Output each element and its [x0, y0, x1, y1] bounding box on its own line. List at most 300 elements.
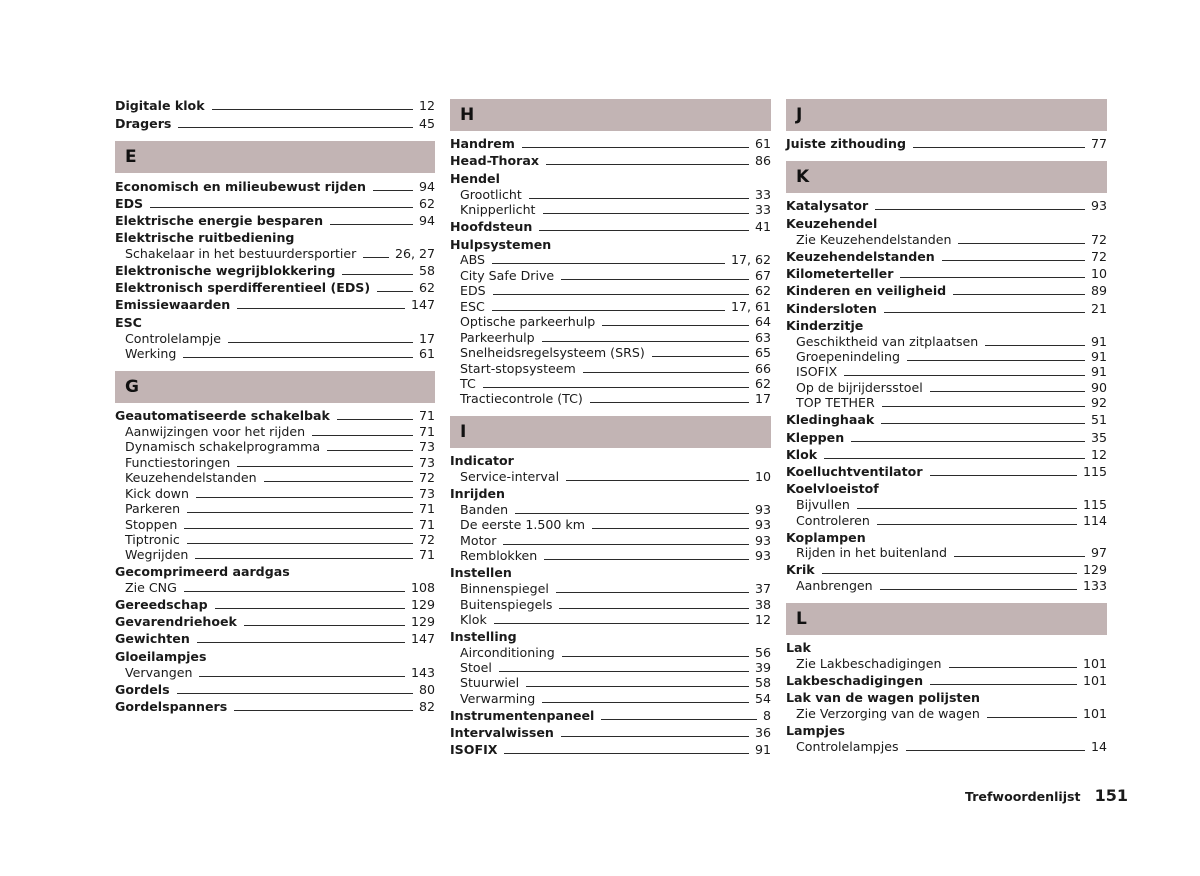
- entry-term: Zie CNG: [125, 580, 177, 595]
- entry-page-ref: 91: [1090, 334, 1107, 349]
- entry-term: Gecomprimeerd aardgas: [115, 564, 290, 579]
- entry-page-ref: 92: [1090, 395, 1107, 410]
- entry-page-ref: 72: [418, 532, 435, 547]
- entry-term: Hulpsystemen: [450, 237, 552, 252]
- index-subentry: [125, 469, 435, 485]
- entry-term: Krik: [786, 562, 815, 577]
- leader-line: [844, 375, 1085, 376]
- leader-line: [881, 423, 1085, 424]
- index-subentry: [125, 500, 435, 516]
- index-entry: [115, 97, 435, 113]
- index-subentry: [125, 330, 435, 346]
- index-subentry: [125, 245, 435, 261]
- entry-term: Emissiewaarden: [115, 297, 231, 312]
- index-subentry: [796, 655, 1107, 671]
- entry-page-ref: 56: [754, 645, 771, 660]
- index-subentry: [796, 738, 1107, 754]
- index-subentry: [125, 485, 435, 501]
- index-subentry: [460, 580, 771, 596]
- leader-line: [195, 558, 413, 559]
- index-subentry: [460, 329, 771, 345]
- index-subentry: [796, 379, 1107, 395]
- entry-term: ABS: [460, 252, 486, 267]
- entry-term: Stoppen: [125, 517, 178, 532]
- entry-page-ref: 58: [754, 675, 771, 690]
- entry-term: Buitenspiegels: [460, 597, 553, 612]
- entry-term: Zie Verzorging van de wagen: [796, 706, 980, 721]
- entry-term: Indicator: [450, 453, 514, 468]
- leader-line: [987, 717, 1077, 718]
- index-subentry: [460, 468, 771, 484]
- entry-term: Kilometerteller: [786, 266, 894, 281]
- entry-page-ref: 12: [418, 98, 435, 113]
- entry-page-ref: 72: [418, 470, 435, 485]
- index-entry: [450, 564, 771, 580]
- entry-page-ref: 93: [754, 517, 771, 532]
- entry-term: Head-Thorax: [450, 153, 540, 168]
- index-entry: [786, 317, 1107, 333]
- footer-section-label: Trefwoordenlijst: [965, 789, 1081, 804]
- index-entry: [115, 115, 435, 131]
- entry-term: Gewichten: [115, 631, 190, 646]
- index-entry: [786, 429, 1107, 445]
- section-letter: I: [460, 422, 467, 442]
- index-entry: [450, 485, 771, 501]
- leader-line: [880, 589, 1077, 590]
- leader-line: [546, 164, 749, 165]
- section-header-l: [786, 603, 1107, 635]
- leader-line: [652, 356, 749, 357]
- entry-term: Koelluchtventilator: [786, 464, 923, 479]
- index-subentry: [125, 531, 435, 547]
- entry-page-ref: 8: [762, 708, 771, 723]
- entry-term: Elektronische wegrijblokkering: [115, 263, 336, 278]
- leader-line: [602, 325, 749, 326]
- leader-line: [566, 480, 749, 481]
- index-subentry: [796, 496, 1107, 512]
- leader-line: [985, 345, 1085, 346]
- entry-term: Inrijden: [450, 486, 506, 501]
- entry-term: Lak: [786, 640, 811, 655]
- entry-term: Kleppen: [786, 430, 845, 445]
- entry-term: Klok: [460, 612, 487, 627]
- leader-line: [178, 127, 413, 128]
- entry-term: Werking: [125, 346, 177, 361]
- entry-term: Koplampen: [786, 530, 866, 545]
- leader-line: [544, 559, 749, 560]
- index-subentry: [796, 231, 1107, 247]
- entry-page-ref: 90: [1090, 380, 1107, 395]
- entry-page-ref: 65: [754, 345, 771, 360]
- entry-page-ref: 73: [418, 439, 435, 454]
- entry-term: Keuzehendel: [786, 216, 878, 231]
- entry-page-ref: 62: [754, 283, 771, 298]
- entry-term: Controlelampje: [125, 331, 221, 346]
- entry-term: Motor: [460, 533, 497, 548]
- index-entry: [450, 218, 771, 234]
- entry-page-ref: 62: [754, 376, 771, 391]
- leader-line: [522, 147, 749, 148]
- index-entry: [115, 262, 435, 278]
- index-subentry: [796, 512, 1107, 528]
- entry-page-ref: 64: [754, 314, 771, 329]
- entry-page-ref: 82: [418, 699, 435, 714]
- entry-term: Intervalwissen: [450, 725, 554, 740]
- entry-page-ref: 17: [418, 331, 435, 346]
- entry-page-ref: 61: [418, 346, 435, 361]
- entry-page-ref: 10: [754, 469, 771, 484]
- entry-term: Groepenindeling: [796, 349, 901, 364]
- section-header-e: [115, 141, 435, 173]
- entry-term: ISOFIX: [796, 364, 838, 379]
- entry-term: Kindersloten: [786, 301, 877, 316]
- index-entry: [115, 178, 435, 194]
- entry-term: Kinderen en veiligheid: [786, 283, 947, 298]
- index-subentry: [796, 577, 1107, 593]
- entry-page-ref: 41: [754, 219, 771, 234]
- entry-page-ref: 115: [1082, 464, 1107, 479]
- index-entry: [786, 411, 1107, 427]
- entry-term: Parkeren: [125, 501, 181, 516]
- entry-term: Stuurwiel: [460, 675, 520, 690]
- index-subentry: [460, 313, 771, 329]
- entry-term: Gordelspanners: [115, 699, 228, 714]
- index-entry: [786, 689, 1107, 705]
- index-subentry: [460, 201, 771, 217]
- index-subentry: [460, 690, 771, 706]
- index-subentry: [460, 674, 771, 690]
- index-subentry: [460, 267, 771, 283]
- index-subentry: [796, 333, 1107, 349]
- index-entry: [450, 135, 771, 151]
- entry-term: Lampjes: [786, 723, 846, 738]
- entry-term: Op de bijrijdersstoel: [796, 380, 923, 395]
- entry-page-ref: 93: [754, 533, 771, 548]
- entry-page-ref: 33: [754, 187, 771, 202]
- entry-term: Verwarming: [460, 691, 536, 706]
- leader-line: [184, 528, 413, 529]
- entry-page-ref: 39: [754, 660, 771, 675]
- section-letter: H: [460, 105, 475, 125]
- leader-line: [542, 702, 749, 703]
- index-subentry: [460, 282, 771, 298]
- index-subentry: [125, 438, 435, 454]
- leader-line: [882, 406, 1085, 407]
- leader-line: [150, 207, 413, 208]
- index-entry: [450, 628, 771, 644]
- entry-term: Schakelaar in het bestuurdersportier: [125, 246, 357, 261]
- leader-line: [234, 710, 413, 711]
- entry-term: Bijvullen: [796, 497, 850, 512]
- index-entry: [115, 212, 435, 228]
- index-subentry: [125, 516, 435, 532]
- leader-line: [824, 458, 1085, 459]
- entry-term: Controleren: [796, 513, 870, 528]
- index-entry: [115, 279, 435, 295]
- section-header-h: [450, 99, 771, 131]
- entry-term: Hoofdsteun: [450, 219, 533, 234]
- index-subentry: [460, 390, 771, 406]
- entry-term: TC: [460, 376, 476, 391]
- entry-term: Katalysator: [786, 198, 869, 213]
- leader-line: [327, 450, 413, 451]
- entry-term: Kick down: [125, 486, 189, 501]
- entry-term: Koelvloeistof: [786, 481, 879, 496]
- index-subentry: [796, 348, 1107, 364]
- entry-term: Functiestoringen: [125, 455, 231, 470]
- index-entry: [115, 596, 435, 612]
- leader-line: [342, 274, 413, 275]
- entry-term: Remblokken: [460, 548, 538, 563]
- index-entry: [115, 195, 435, 211]
- entry-term: Instelling: [450, 629, 517, 644]
- entry-page-ref: 63: [754, 330, 771, 345]
- index-subentry: [460, 547, 771, 563]
- index-subentry: [125, 579, 435, 595]
- index-entry: [786, 248, 1107, 264]
- section-header-k: [786, 161, 1107, 193]
- section-header-i: [450, 416, 771, 448]
- entry-page-ref: 94: [418, 213, 435, 228]
- entry-page-ref: 114: [1082, 513, 1107, 528]
- entry-page-ref: 129: [410, 597, 435, 612]
- entry-page-ref: 33: [754, 202, 771, 217]
- entry-term: Lakbeschadigingen: [786, 673, 924, 688]
- index-entry: [115, 681, 435, 697]
- leader-line: [197, 642, 405, 643]
- leader-line: [913, 147, 1085, 148]
- entry-term: Wegrijden: [125, 547, 189, 562]
- entry-page-ref: 35: [1090, 430, 1107, 445]
- index-subentry: [460, 360, 771, 376]
- index-subentry: [796, 394, 1107, 410]
- entry-page-ref: 10: [1090, 266, 1107, 281]
- index-subentry: [460, 375, 771, 391]
- entry-page-ref: 94: [418, 179, 435, 194]
- entry-page-ref: 62: [418, 280, 435, 295]
- index-subentry: [796, 544, 1107, 560]
- leader-line: [237, 308, 405, 309]
- entry-page-ref: 17: [754, 391, 771, 406]
- index-entry: [786, 282, 1107, 298]
- section-letter: J: [796, 105, 803, 125]
- entry-term: Controlelampjes: [796, 739, 899, 754]
- index-entry: [450, 170, 771, 186]
- leader-line: [556, 592, 749, 593]
- index-entry: [115, 407, 435, 423]
- leader-line: [877, 524, 1077, 525]
- entry-page-ref: 14: [1090, 739, 1107, 754]
- index-entry: [115, 296, 435, 312]
- entry-term: Parkeerhulp: [460, 330, 535, 345]
- leader-line: [930, 475, 1077, 476]
- leader-line: [884, 312, 1085, 313]
- leader-line: [504, 753, 749, 754]
- index-subentry: [796, 363, 1107, 379]
- entry-page-ref: 93: [754, 548, 771, 563]
- leader-line: [377, 291, 413, 292]
- entry-term: Gevarendriehoek: [115, 614, 237, 629]
- leader-line: [559, 608, 749, 609]
- index-entry: [786, 215, 1107, 231]
- entry-term: Service-interval: [460, 469, 560, 484]
- leader-line: [590, 402, 749, 403]
- index-entry: [450, 707, 771, 723]
- index-entry: [786, 463, 1107, 479]
- entry-term: Snelheidsregelsysteem (SRS): [460, 345, 645, 360]
- leader-line: [539, 230, 749, 231]
- entry-term: Airconditioning: [460, 645, 555, 660]
- entry-page-ref: 66: [754, 361, 771, 376]
- entry-page-ref: 58: [418, 263, 435, 278]
- leader-line: [187, 512, 413, 513]
- entry-term: Grootlicht: [460, 187, 522, 202]
- index-subentry: [125, 664, 435, 680]
- leader-line: [583, 372, 749, 373]
- leader-line: [330, 224, 413, 225]
- index-entry: [786, 446, 1107, 462]
- leader-line: [499, 671, 749, 672]
- entry-page-ref: 101: [1082, 673, 1107, 688]
- leader-line: [601, 719, 757, 720]
- entry-page-ref: 37: [754, 581, 771, 596]
- leader-line: [494, 623, 749, 624]
- entry-page-ref: 97: [1090, 545, 1107, 560]
- index-entry: [786, 529, 1107, 545]
- entry-page-ref: 108: [410, 580, 435, 595]
- leader-line: [543, 213, 749, 214]
- index-entry: [115, 563, 435, 579]
- section-header-j: [786, 99, 1107, 131]
- entry-term: Economisch en milieubewust rijden: [115, 179, 366, 194]
- leader-line: [177, 693, 413, 694]
- entry-page-ref: 71: [418, 547, 435, 562]
- index-subentry: [796, 705, 1107, 721]
- leader-line: [958, 243, 1084, 244]
- leader-line: [492, 263, 725, 264]
- entry-page-ref: 61: [754, 136, 771, 151]
- entry-term: Gordels: [115, 682, 170, 697]
- entry-term: EDS: [460, 283, 486, 298]
- index-subentry: [460, 186, 771, 202]
- index-entry: [450, 724, 771, 740]
- section-letter: E: [125, 147, 137, 167]
- entry-page-ref: 17, 61: [730, 299, 771, 314]
- entry-page-ref: 62: [418, 196, 435, 211]
- leader-line: [822, 573, 1077, 574]
- entry-page-ref: 77: [1090, 136, 1107, 151]
- entry-term: Vervangen: [125, 665, 193, 680]
- entry-term: Tiptronic: [125, 532, 180, 547]
- index-entry: [450, 741, 771, 757]
- entry-term: Gereedschap: [115, 597, 208, 612]
- leader-line: [199, 676, 405, 677]
- entry-term: Instellen: [450, 565, 512, 580]
- index-entry: [115, 229, 435, 245]
- entry-term: Knipperlicht: [460, 202, 536, 217]
- entry-page-ref: 12: [754, 612, 771, 627]
- index-subentry: [460, 516, 771, 532]
- index-subentry: [125, 454, 435, 470]
- leader-line: [515, 513, 749, 514]
- leader-line: [906, 750, 1085, 751]
- entry-term: Dynamisch schakelprogramma: [125, 439, 321, 454]
- entry-term: Digitale klok: [115, 98, 205, 113]
- entry-term: ESC: [460, 299, 485, 314]
- entry-page-ref: 101: [1082, 656, 1107, 671]
- entry-page-ref: 91: [1090, 364, 1107, 379]
- entry-page-ref: 67: [754, 268, 771, 283]
- entry-term: Optische parkeerhulp: [460, 314, 596, 329]
- entry-term: Start-stopsysteem: [460, 361, 576, 376]
- section-header-g: [115, 371, 435, 403]
- leader-line: [942, 260, 1085, 261]
- index-entry: [115, 630, 435, 646]
- entry-page-ref: 71: [418, 517, 435, 532]
- index-entry: [115, 698, 435, 714]
- entry-term: Keuzehendelstanden: [786, 249, 935, 264]
- leader-line: [187, 543, 413, 544]
- index-subentry: [125, 423, 435, 439]
- leader-line: [851, 441, 1085, 442]
- entry-term: Juiste zithouding: [786, 136, 906, 151]
- entry-term: TOP TETHER: [796, 395, 875, 410]
- section-letter: K: [796, 167, 810, 187]
- leader-line: [337, 419, 413, 420]
- entry-term: Handrem: [450, 136, 515, 151]
- entry-page-ref: 72: [1090, 232, 1107, 247]
- entry-term: Elektrische ruitbediening: [115, 230, 295, 245]
- entry-page-ref: 71: [418, 424, 435, 439]
- leader-line: [542, 341, 749, 342]
- entry-term: City Safe Drive: [460, 268, 555, 283]
- entry-page-ref: 143: [410, 665, 435, 680]
- index-subentry: [460, 611, 771, 627]
- index-subentry: [460, 251, 771, 267]
- entry-page-ref: 80: [418, 682, 435, 697]
- entry-page-ref: 129: [1082, 562, 1107, 577]
- entry-page-ref: 71: [418, 501, 435, 516]
- leader-line: [215, 608, 405, 609]
- entry-term: Zie Keuzehendelstanden: [796, 232, 952, 247]
- entry-term: Keuzehendelstanden: [125, 470, 257, 485]
- index-entry: [450, 452, 771, 468]
- leader-line: [184, 591, 405, 592]
- leader-line: [907, 360, 1085, 361]
- leader-line: [562, 656, 749, 657]
- index-entry: [786, 197, 1107, 213]
- index-entry: [786, 561, 1107, 577]
- leader-line: [237, 466, 413, 467]
- leader-line: [183, 357, 413, 358]
- entry-page-ref: 54: [754, 691, 771, 706]
- entry-term: De eerste 1.500 km: [460, 517, 585, 532]
- entry-page-ref: 51: [1090, 412, 1107, 427]
- leader-line: [930, 391, 1085, 392]
- entry-term: Klok: [786, 447, 818, 462]
- index-entry: [786, 300, 1107, 316]
- entry-page-ref: 72: [1090, 249, 1107, 264]
- entry-page-ref: 71: [418, 408, 435, 423]
- entry-term: Tractiecontrole (TC): [460, 391, 583, 406]
- entry-page-ref: 101: [1082, 706, 1107, 721]
- leader-line: [492, 310, 725, 311]
- leader-line: [228, 342, 413, 343]
- index-entry: [115, 648, 435, 664]
- page-number: 151: [1094, 786, 1128, 805]
- entry-term: Stoel: [460, 660, 492, 675]
- leader-line: [264, 481, 413, 482]
